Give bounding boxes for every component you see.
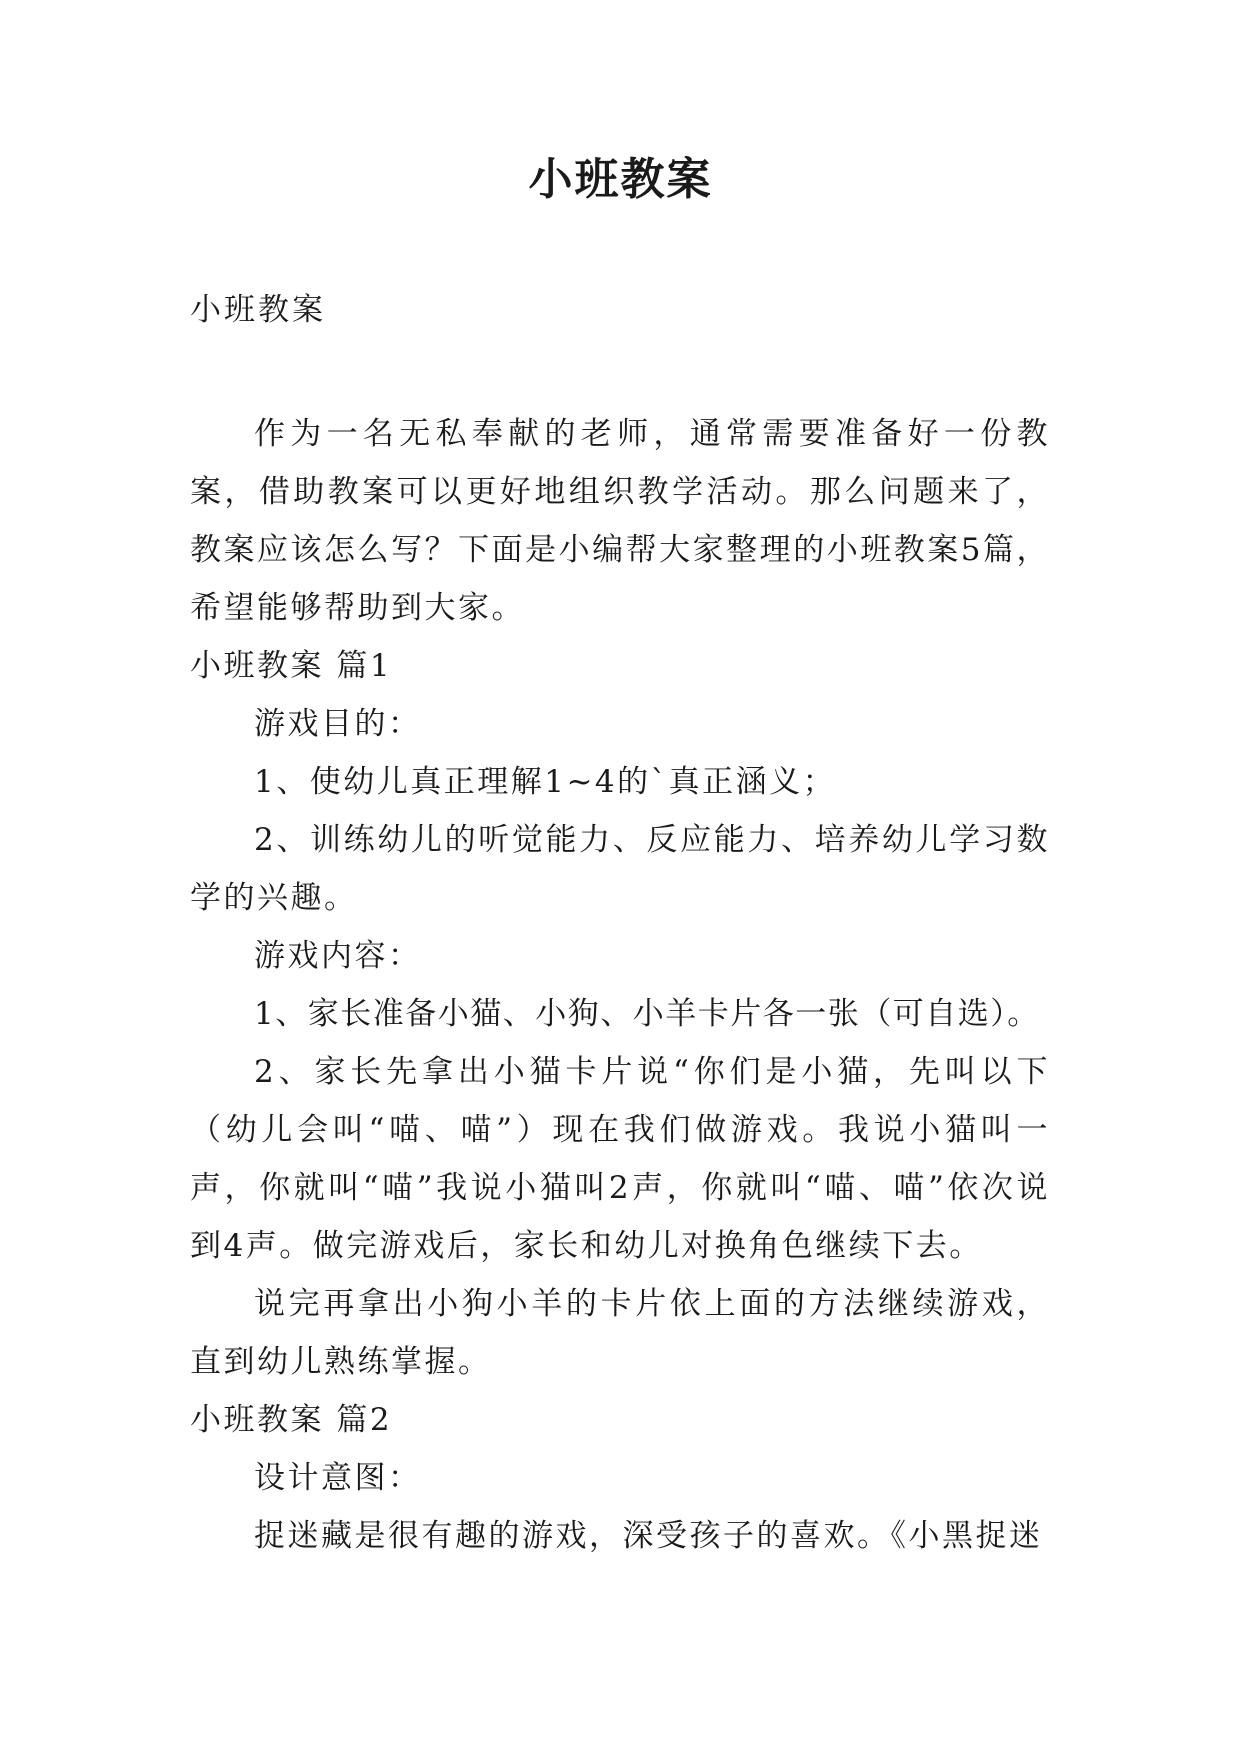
paragraph: 2、训练幼儿的听觉能力、反应能力、培养幼儿学习数学的兴趣。: [190, 822, 1050, 916]
paragraph: 说完再拿出小狗小羊的卡片依上面的方法继续游戏，直到幼儿熟练掌握。: [190, 1286, 1050, 1380]
document-body: [190, 405, 1050, 1565]
paragraph: 1、家长准备小猫、小狗、小羊卡片各一张（可自选）。: [254, 996, 1040, 1032]
paragraph: 游戏目的：: [254, 706, 422, 742]
section-heading-2: 小班教案 篇2: [190, 1402, 393, 1438]
intro-paragraph: 作为一名无私奉献的老师，通常需要准备好一份教案，借助教案可以更好地组织教学活动。那么问题来了，教案应该怎么写？下面是小编帮大家整理的小班教案5篇，希望能够帮助到大家。: [190, 416, 1050, 626]
paragraph: 捉迷藏是很有趣的游戏，深受孩子的喜欢。《小黑捉迷: [254, 1518, 1043, 1554]
section-heading-1: 小班教案 篇1: [190, 648, 393, 684]
document-title: 小班教案: [528, 154, 713, 205]
paragraph: 设计意图：: [254, 1460, 422, 1496]
document-subtitle: 小班教案: [190, 292, 326, 328]
paragraph: 1、使幼儿真正理解1~4的`真正涵义；: [254, 764, 837, 800]
paragraph: 游戏内容：: [254, 938, 422, 974]
paragraph: 2、家长先拿出小猫卡片说“你们是小猫，先叫以下（幼儿会叫“喵、喵”）现在我们做游戏。我说小猫叫一声，你就叫“喵”我说小猫叫2声，你就叫“喵、喵”依次说到4声。做完游戏后，家长和幼儿对换角色继续下去。: [190, 1054, 1050, 1264]
